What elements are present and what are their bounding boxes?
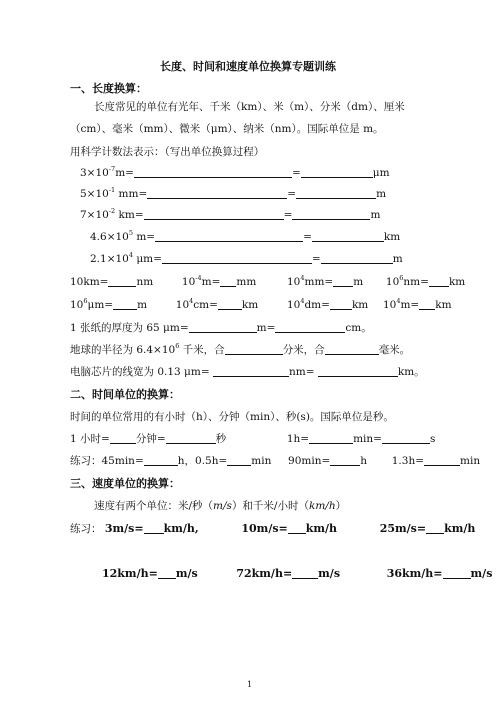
answer-blank[interactable] — [220, 274, 236, 287]
answer-blank[interactable] — [227, 453, 251, 466]
time-intro: 时间的单位常用的有小时（h）、分钟（min）、秒(s)。国际单位是秒。 — [70, 411, 394, 423]
answer-blank[interactable] — [292, 566, 318, 579]
answer-blank[interactable] — [333, 274, 353, 287]
length-intro-line-1: 长度常见的单位有光年、千米（km）、米（m）、分米（dm）、厘米 — [94, 101, 405, 113]
answer-blank[interactable] — [288, 521, 306, 534]
answer-blank[interactable] — [158, 566, 176, 579]
exercise-5: $2.1\times 10^4$ μm= = m — [90, 251, 403, 265]
answer-blank[interactable] — [275, 320, 345, 333]
answer-blank[interactable] — [429, 274, 449, 287]
time-row-2: 练习：45min= h，0.5h= min 90min= h 1.3h= min — [70, 455, 481, 467]
answer-blank[interactable] — [155, 229, 303, 242]
speed-practice-row-1: 练习： 3m/s= km/h, 10m/s= km/h 25m/s= km/h — [70, 522, 476, 535]
answer-blank[interactable] — [144, 207, 284, 220]
earth-radius-question: 地球的半径为 $6.4\times 10^6$ 千米，合 分米，合 毫米。 — [70, 342, 411, 356]
answer-blank[interactable] — [213, 364, 289, 377]
speed-practice-row-2: 12km/h= m/s 72km/h= m/s 36km/h= m/s — [102, 567, 493, 580]
answer-blank[interactable] — [166, 431, 216, 444]
section-heading-length: 一、长度换算： — [70, 82, 147, 95]
answer-blank[interactable] — [113, 297, 137, 310]
page-title: 长度、时间和速度单位换算专题训练 — [160, 60, 336, 73]
answer-blank[interactable] — [426, 521, 444, 534]
exercise-2: $5\times 10^{-1}$ mm= = m — [80, 186, 387, 200]
answer-blank[interactable] — [301, 165, 373, 178]
length-intro-line-2: （cm）、毫米（mm）、微米（μm）、纳米（nm）。国际单位是 m。 — [70, 123, 384, 135]
answer-blank[interactable] — [321, 251, 393, 264]
sci-notation-instruction: 用科学计数法表示：（写出单位换算过程） — [70, 146, 265, 158]
answer-blank[interactable] — [189, 320, 257, 333]
answer-blank[interactable] — [218, 297, 242, 310]
answer-blank[interactable] — [309, 431, 353, 444]
answer-blank[interactable] — [144, 521, 164, 534]
answer-blank[interactable] — [443, 566, 471, 579]
exercise-1: $3\times 10^{-7}m= = \mu m$ — [80, 165, 390, 179]
exercise-3: $7\times 10^{-2}$ km= = m — [80, 207, 381, 221]
answer-blank[interactable] — [108, 274, 136, 287]
chip-width-question: 电脑芯片的线宽为 0.13 μm= nm= km。 — [70, 366, 425, 378]
answer-blank[interactable] — [318, 364, 398, 377]
answer-blank[interactable] — [225, 342, 283, 355]
conversion-row-2: $10^6\mu m= m$ $10^4cm=$ km $10^4dm=$ km $10^4m=$ km — [70, 297, 452, 311]
answer-blank[interactable] — [296, 186, 376, 199]
answer-blank[interactable] — [134, 165, 292, 178]
section-heading-time: 二、时间单位的换算： — [70, 388, 180, 401]
conversion-row-1: 10km= nm $10^{-4}m=$ mm $10^4mm= m$ $10^6nm=$ km — [70, 274, 466, 288]
answer-blank[interactable] — [419, 297, 435, 310]
section-heading-speed: 三、速度单位的换算： — [70, 477, 180, 490]
time-row-1: 1 小时= 分钟= 秒 1h= min= s — [70, 433, 436, 445]
answer-blank[interactable] — [382, 431, 430, 444]
answer-blank[interactable] — [144, 453, 178, 466]
answer-blank[interactable] — [147, 186, 287, 199]
answer-blank[interactable] — [292, 207, 370, 220]
page-number: 1 — [247, 680, 253, 689]
speed-intro: 速度有两个单位：米/秒（m/s）和千米/小时（km/h） — [94, 500, 347, 512]
answer-blank[interactable] — [424, 453, 460, 466]
paper-thickness-question: 1 张纸的厚度为 65 μm= m= cm。 — [70, 322, 372, 334]
answer-blank[interactable] — [162, 251, 312, 264]
answer-blank[interactable] — [312, 229, 384, 242]
answer-blank[interactable] — [330, 453, 360, 466]
exercise-4: $4.6\times 10^5$ m= = km — [90, 229, 401, 243]
answer-blank[interactable] — [110, 431, 136, 444]
answer-blank[interactable] — [325, 342, 379, 355]
answer-blank[interactable] — [330, 297, 352, 310]
